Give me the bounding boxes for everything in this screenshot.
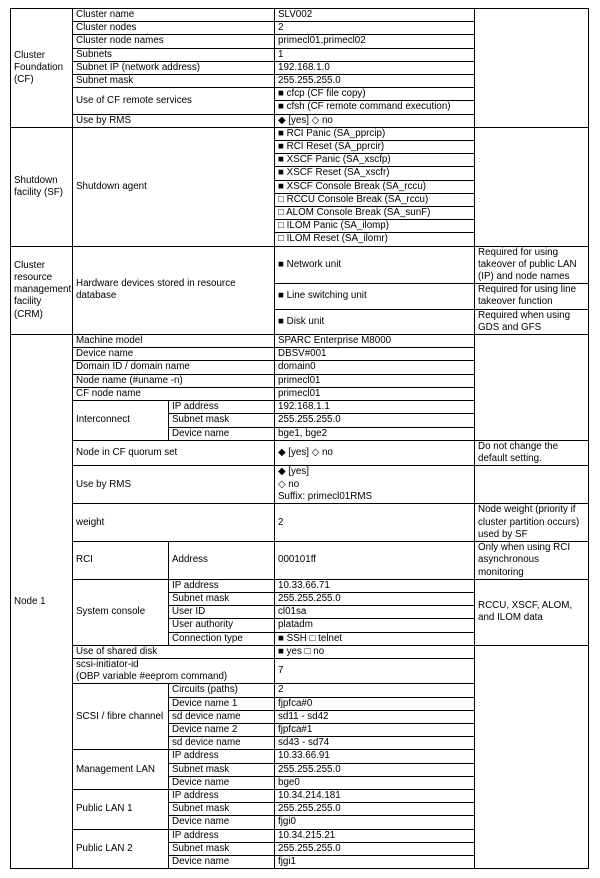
cf-remote-cfcp: ■ cfcp (CF file copy)	[275, 88, 475, 101]
section-node1: Node 1	[11, 335, 73, 869]
scsi-fc-sub-label: Circuits (paths)	[169, 684, 275, 697]
cf-value: primecl01,primecl02	[275, 35, 475, 48]
interconnect-value: 192.168.1.1	[275, 401, 475, 414]
quorum-value: ◆ [yes] ◇ no	[275, 440, 475, 465]
scsi-id-value: 7	[275, 658, 475, 683]
quorum-label: Node in CF quorum set	[73, 440, 275, 465]
interconnect-sub-label: Subnet mask	[169, 414, 275, 427]
rms-yes: ◆ [yes]	[278, 466, 309, 478]
rci-label: RCI	[73, 542, 169, 580]
crm-disk-unit: ■ Disk unit	[275, 309, 475, 334]
node-cf-name: primecl01	[275, 387, 475, 400]
cf-remote-cfsh: ■ cfsh (CF remote command execution)	[275, 101, 475, 114]
crm-label: Hardware devices stored in resource database	[73, 246, 275, 334]
interconnect-sub-label: Device name	[169, 427, 275, 440]
public-lan1-value: fjgi0	[275, 816, 475, 829]
node-domain-label: Domain ID / domain name	[73, 361, 275, 374]
public-lan2-value: 255.255.255.0	[275, 842, 475, 855]
scsi-fc-label: SCSI / fibre channel	[73, 684, 169, 750]
section-sf: Shutdown facility (SF)	[11, 127, 73, 246]
console-note: RCCU, XSCF, ALOM, and ILOM data	[475, 579, 589, 645]
node-cf-name-label: CF node name	[73, 387, 275, 400]
node-note	[475, 335, 589, 441]
sf-agent: □ RCCU Console Break (SA_rccu)	[275, 193, 475, 206]
rci-note: Only when using RCI asynchronous monitoring	[475, 542, 589, 580]
sf-agent: ■ XSCF Reset (SA_xscfr)	[275, 167, 475, 180]
public-lan2-value: 10.34.215.21	[275, 829, 475, 842]
cf-value: 255.255.255.0	[275, 75, 475, 88]
scsi-fc-value: fjpfca#1	[275, 723, 475, 736]
scsi-fc-value: sd11 - sd42	[275, 710, 475, 723]
sf-agent: □ ALOM Console Break (SA_sunF)	[275, 207, 475, 220]
console-label: System console	[73, 579, 169, 645]
scsi-fc-sub-label: Device name 1	[169, 697, 275, 710]
node-domain: domain0	[275, 361, 475, 374]
mgmt-lan-label: Management LAN	[73, 750, 169, 790]
mgmt-lan-value: 255.255.255.0	[275, 763, 475, 776]
crm-note: Required for using takeover of public LAN (IP) and node names	[475, 246, 589, 284]
cluster-config-sheet	[10, 8, 589, 869]
scsi-id-label	[73, 658, 275, 683]
public-lan2-sub-label: Subnet mask	[169, 842, 275, 855]
sf-agent: ■ XSCF Panic (SA_xscfp)	[275, 154, 475, 167]
node-name-label: Node name (#uname -n)	[73, 374, 275, 387]
scsi-fc-value: sd43 - sd74	[275, 737, 475, 750]
interconnect-sub-label: IP address	[169, 401, 275, 414]
sf-agent: ■ RCI Panic (SA_pprcip)	[275, 127, 475, 140]
mgmt-lan-sub-label: IP address	[169, 750, 275, 763]
console-sub-label: User authority	[169, 619, 275, 632]
crm-network-unit: ■ Network unit	[275, 246, 475, 284]
public-lan1-label: Public LAN 1	[73, 789, 169, 829]
node-machine-model: SPARC Enterprise M8000	[275, 335, 475, 348]
cf-value: 2	[275, 22, 475, 35]
node-rms-value	[275, 466, 475, 504]
node-note-lower	[475, 645, 589, 868]
cf-label: Subnet mask	[73, 75, 275, 88]
rci-address: 000101ff	[275, 542, 475, 580]
node-rms-note	[475, 466, 589, 504]
shared-disk-value: ■ yes □ no	[275, 645, 475, 658]
public-lan1-sub-label: Subnet mask	[169, 803, 275, 816]
interconnect-value: 255.255.255.0	[275, 414, 475, 427]
console-value: cl01sa	[275, 606, 475, 619]
console-sub-label: User ID	[169, 606, 275, 619]
cf-value: SLV002	[275, 9, 475, 22]
node-device-name-label: Device name	[73, 348, 275, 361]
node-name: primecl01	[275, 374, 475, 387]
cf-label: Cluster name	[73, 9, 275, 22]
sf-agent: □ ILOM Reset (SA_ilomr)	[275, 233, 475, 246]
console-sub-label: IP address	[169, 579, 275, 592]
cf-value: 192.168.1.0	[275, 61, 475, 74]
rms-no: ◇ no	[278, 478, 300, 490]
console-value: platadm	[275, 619, 475, 632]
public-lan2-sub-label: Device name	[169, 855, 275, 868]
interconnect-label: Interconnect	[73, 401, 169, 441]
public-lan2-label: Public LAN 2	[73, 829, 169, 869]
console-connection-type: ■ SSH □ telnet	[275, 632, 475, 645]
scsi-id-label-line2: (OBP variable #eeprom command)	[76, 671, 228, 683]
scsi-id-label-line1: scsi-initiator-id	[76, 658, 139, 670]
public-lan2-value: fjgi1	[275, 855, 475, 868]
node-device-name: DBSV#001	[275, 348, 475, 361]
cf-remote-label: Use of CF remote services	[73, 88, 275, 114]
node-rms-label: Use by RMS	[73, 466, 275, 504]
console-sub-label: Subnet mask	[169, 592, 275, 605]
sf-agent: □ ILOM Panic (SA_ilomp)	[275, 220, 475, 233]
quorum-note: Do not change the default setting.	[475, 440, 589, 465]
cf-label: Cluster node names	[73, 35, 275, 48]
sf-note	[475, 127, 589, 246]
scsi-fc-sub-label: Device name 2	[169, 723, 275, 736]
scsi-fc-sub-label: sd device name	[169, 710, 275, 723]
interconnect-value: bge1, bge2	[275, 427, 475, 440]
public-lan1-value: 10.34.214.181	[275, 789, 475, 802]
cf-note	[475, 9, 589, 128]
mgmt-lan-sub-label: Device name	[169, 776, 275, 789]
node-machine-model-label: Machine model	[73, 335, 275, 348]
cf-rms-value: ◆ [yes] ◇ no	[275, 114, 475, 127]
mgmt-lan-sub-label: Subnet mask	[169, 763, 275, 776]
sf-agent-label: Shutdown agent	[73, 127, 275, 246]
public-lan2-sub-label: IP address	[169, 829, 275, 842]
rms-suffix: Suffix: primecl01RMS	[278, 490, 373, 502]
scsi-fc-sub-label: sd device name	[169, 737, 275, 750]
cf-rms-label: Use by RMS	[73, 114, 275, 127]
public-lan1-value: 255.255.255.0	[275, 803, 475, 816]
scsi-fc-value: 2	[275, 684, 475, 697]
cf-label: Subnets	[73, 48, 275, 61]
crm-note: Required for using line takeover function	[475, 284, 589, 309]
sf-agent: ■ RCI Reset (SA_pprcir)	[275, 141, 475, 154]
cf-label: Cluster nodes	[73, 22, 275, 35]
public-lan1-sub-label: IP address	[169, 789, 275, 802]
section-cf: Cluster Foundation (CF)	[11, 9, 73, 128]
weight-note: Node weight (priority if cluster partition occurs) used by SF	[475, 504, 589, 542]
console-sub-label: Connection type	[169, 632, 275, 645]
mgmt-lan-value: bge0	[275, 776, 475, 789]
crm-line-switching-unit: ■ Line switching unit	[275, 284, 475, 309]
cf-value: 1	[275, 48, 475, 61]
console-value: 10.33.66.71	[275, 579, 475, 592]
sf-agent: ■ XSCF Console Break (SA_rccu)	[275, 180, 475, 193]
mgmt-lan-value: 10.33.66.91	[275, 750, 475, 763]
weight-value: 2	[275, 504, 475, 542]
cf-label: Subnet IP (network address)	[73, 61, 275, 74]
rci-sub-label: Address	[169, 542, 275, 580]
shared-disk-label: Use of shared disk	[73, 645, 275, 658]
section-crm: Cluster resource management facility (CRM)	[11, 246, 73, 334]
console-value: 255.255.255.0	[275, 592, 475, 605]
public-lan1-sub-label: Device name	[169, 816, 275, 829]
weight-label: weight	[73, 504, 275, 542]
crm-note: Required when using GDS and GFS	[475, 309, 589, 334]
scsi-fc-value: fjpfca#0	[275, 697, 475, 710]
